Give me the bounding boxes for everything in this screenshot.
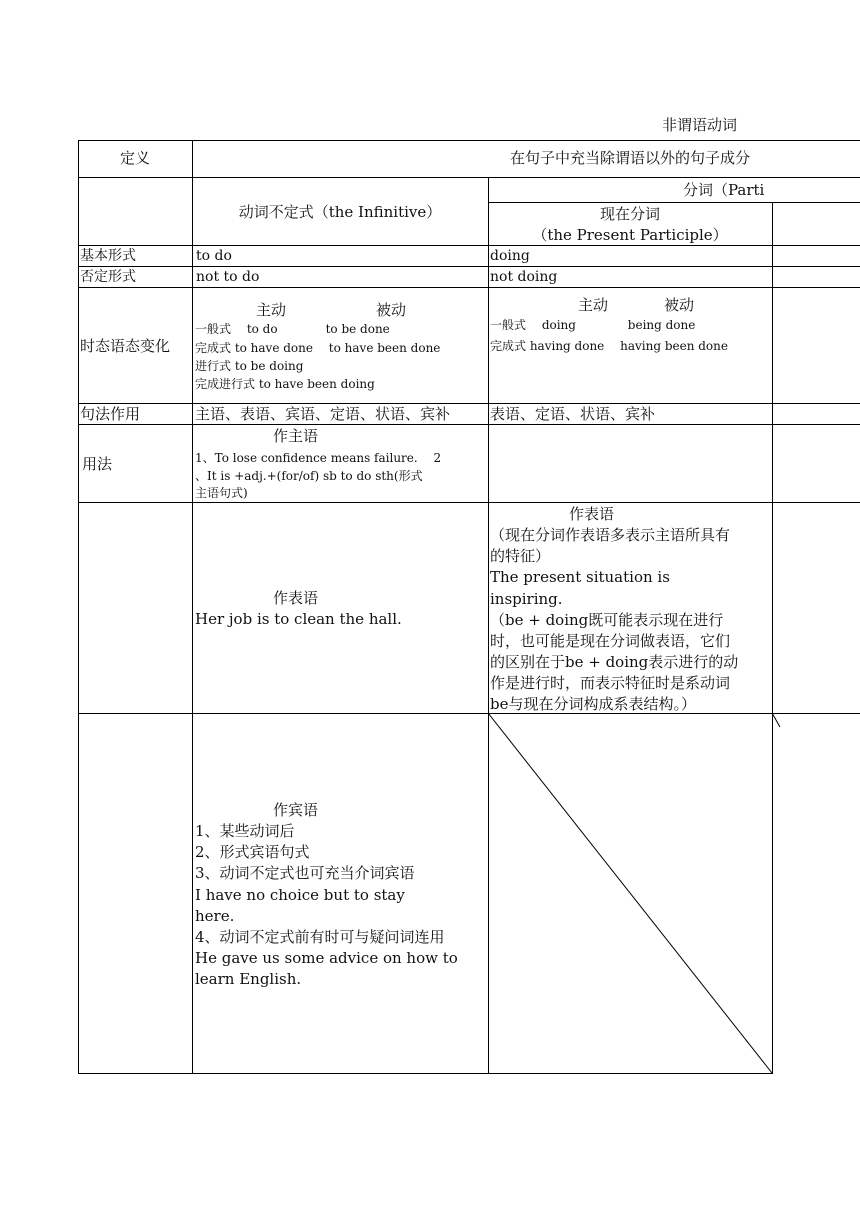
grid-line: [488, 202, 860, 203]
subject-title: 作主语: [273, 427, 319, 445]
pres-active-label: 主动: [578, 296, 609, 314]
sheet-title: 非谓语动词: [662, 116, 738, 134]
object-title: 作宾语: [273, 801, 319, 819]
inf-tense-line: 完成进行式 to have been doing: [195, 377, 375, 391]
object-line: 2、形式宾语句式: [195, 843, 310, 861]
pres-predicative-line: 的区别在于be + doing表示进行的动: [490, 653, 739, 671]
object-line: here.: [195, 907, 235, 925]
grid-line: [78, 140, 79, 1074]
basic-form-present: doing: [490, 248, 530, 264]
object-line: He gave us some advice on how to: [195, 949, 458, 967]
pres-predicative-line: The present situation is: [490, 568, 670, 586]
inf-passive-label: 被动: [376, 301, 407, 319]
inf-tense-line: 完成式 to have done to have been done: [195, 341, 441, 355]
object-line: I have no choice but to stay: [195, 886, 405, 904]
object-line: 1、某些动词后: [195, 822, 295, 840]
pres-predicative-line: 的特征）: [490, 547, 551, 565]
subject-line: 、It is +adj.+(for/of) sb to do sth(形式: [195, 469, 423, 483]
pres-predicative-line: 作是进行时，而表示特征时是系动词: [490, 674, 731, 692]
subject-line: 1、To lose confidence means failure. 2: [195, 451, 442, 465]
basic-form-infinitive: to do: [196, 248, 232, 264]
inf-active-label: 主动: [256, 301, 287, 319]
pres-tense-line: 完成式 having done having been done: [490, 339, 728, 353]
syntax-infinitive: 主语、表语、宾语、定语、状语、宾补: [195, 405, 451, 423]
subject-line: 主语句式): [195, 486, 248, 500]
object-line: learn English.: [195, 970, 302, 988]
pres-predicative-line: 时，也可能是现在分词做表语，它们: [490, 632, 731, 650]
negative-form-present: not doing: [490, 269, 558, 285]
syntax-label: 句法作用: [80, 405, 141, 423]
tense-voice-label: 时态语态变化: [80, 337, 171, 355]
inf-tense-line: 进行式 to be doing: [195, 359, 304, 373]
pres-passive-label: 被动: [664, 296, 695, 314]
diagonal-slash: [488, 713, 860, 1074]
inf-predicative-title: 作表语: [273, 589, 319, 607]
present-participle-cn: 现在分词: [599, 205, 660, 223]
grammar-table: [78, 140, 860, 1074]
syntax-present: 表语、定语、状语、宾补: [490, 405, 656, 423]
grid-line: [78, 502, 860, 503]
definition-text: 在句子中充当除谓语以外的句子成分: [510, 149, 751, 167]
present-participle-en: （the Present Participle）: [532, 226, 728, 244]
pres-predicative-line: （be + doing既可能表示现在进行: [490, 611, 724, 629]
pres-predicative-line: be与现在分词构成系表结构。）: [490, 695, 696, 713]
definition-label: 定义: [119, 149, 150, 167]
inf-predicative-example: Her job is to clean the hall.: [195, 610, 402, 628]
basic-form-label: 基本形式: [80, 248, 136, 264]
grid-line: [192, 140, 193, 1074]
pres-predicative-line: inspiring.: [490, 590, 563, 608]
inf-tense-line: 一般式 to do to be done: [195, 322, 390, 336]
object-line: 4、动词不定式前有时可与疑问词连用: [195, 928, 445, 946]
participle-header: 分词（Parti: [683, 181, 765, 199]
negative-form-infinitive: not to do: [196, 269, 260, 285]
pres-tense-line: 一般式 doing being done: [490, 318, 696, 332]
pres-predicative-title: 作表语: [569, 505, 615, 523]
usage-label: 用法: [82, 455, 113, 473]
grid-line: [78, 177, 860, 178]
pres-predicative-line: （现在分词作表语多表示主语所具有: [490, 526, 731, 544]
grid-line: [78, 140, 860, 141]
object-line: 3、动词不定式也可充当介词宾语: [195, 864, 415, 882]
infinitive-header: 动词不定式（the Infinitive）: [238, 203, 442, 221]
negative-form-label: 否定形式: [80, 269, 136, 285]
